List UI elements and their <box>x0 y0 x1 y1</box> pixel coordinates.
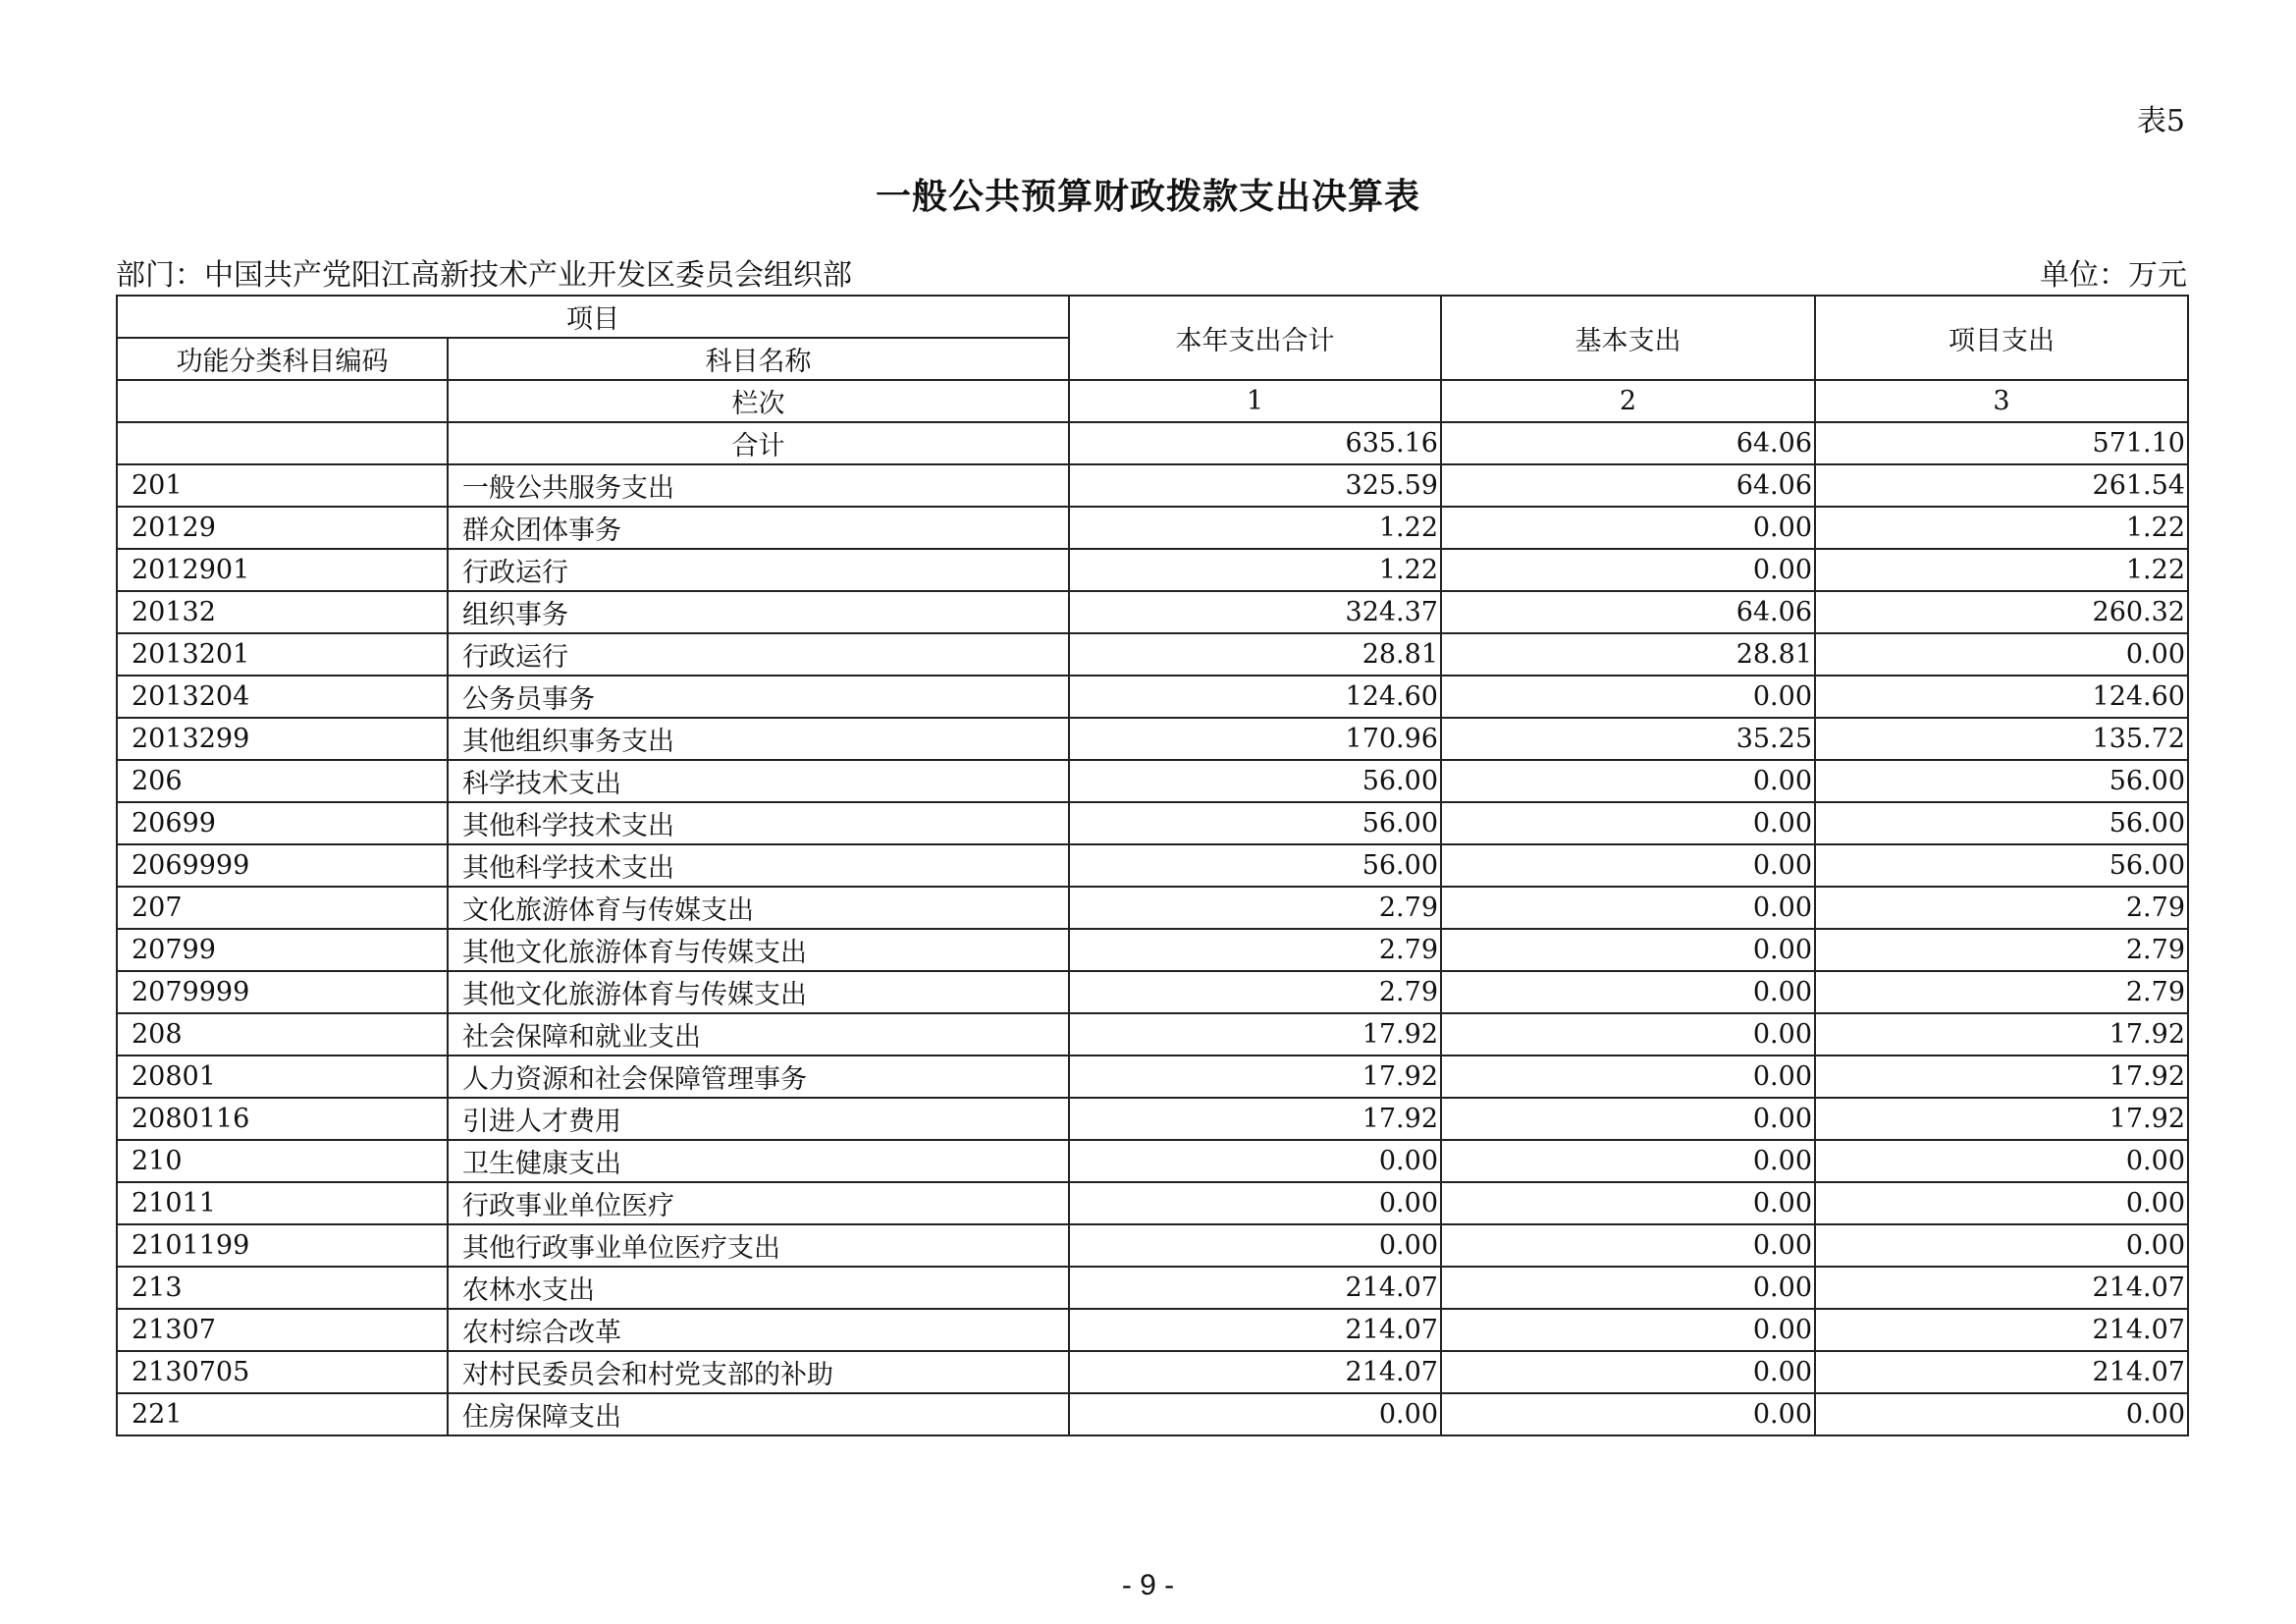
row-name: 其他组织事务支出 <box>448 718 1069 760</box>
table-row <box>117 802 2188 844</box>
row-total: 17.92 <box>1069 1013 1441 1056</box>
table-row <box>117 1309 2188 1351</box>
row-basic: 0.00 <box>1441 929 1815 971</box>
row-total: 124.60 <box>1069 676 1441 718</box>
meta-line <box>116 250 2187 294</box>
row-name: 引进人才费用 <box>448 1098 1069 1140</box>
row-code: 21307 <box>117 1309 448 1351</box>
row-name: 其他科学技术支出 <box>448 802 1069 844</box>
row-basic: 0.00 <box>1441 971 1815 1013</box>
row-total: 17.92 <box>1069 1056 1441 1098</box>
row-name: 公务员事务 <box>448 676 1069 718</box>
row-code: 2130705 <box>117 1351 448 1393</box>
row-code: 21011 <box>117 1182 448 1224</box>
row-code: 20801 <box>117 1056 448 1098</box>
row-code: 210 <box>117 1140 448 1182</box>
row-name: 行政事业单位医疗 <box>448 1182 1069 1224</box>
department-label: 部门：中国共产党阳江高新技术产业开发区委员会组织部 <box>116 258 852 293</box>
table-row <box>117 676 2188 718</box>
row-total: 0.00 <box>1069 1393 1441 1435</box>
row-code: 2101199 <box>117 1224 448 1267</box>
table-row <box>117 929 2188 971</box>
row-project: 17.92 <box>1815 1056 2188 1098</box>
row-project: 17.92 <box>1815 1098 2188 1140</box>
table-row <box>117 1267 2188 1309</box>
row-basic: 0.00 <box>1441 844 1815 887</box>
row-name: 农村综合改革 <box>448 1309 1069 1351</box>
row-project: 214.07 <box>1815 1309 2188 1351</box>
column-index-3: 3 <box>1815 380 2188 422</box>
table-row <box>117 844 2188 887</box>
row-code: 2069999 <box>117 844 448 887</box>
row-basic: 0.00 <box>1441 507 1815 549</box>
row-project: 2.79 <box>1815 929 2188 971</box>
row-basic: 0.00 <box>1441 1182 1815 1224</box>
row-name: 行政运行 <box>448 549 1069 591</box>
row-code: 20132 <box>117 591 448 633</box>
row-project: 1.22 <box>1815 507 2188 549</box>
row-total: 17.92 <box>1069 1098 1441 1140</box>
column-index-1: 1 <box>1069 380 1441 422</box>
row-code: 2080116 <box>117 1098 448 1140</box>
row-project: 56.00 <box>1815 844 2188 887</box>
table-number: 表5 <box>2136 104 2185 138</box>
row-basic: 35.25 <box>1441 718 1815 760</box>
row-project: 56.00 <box>1815 802 2188 844</box>
row-code: 2013201 <box>117 633 448 676</box>
row-basic: 0.00 <box>1441 1098 1815 1140</box>
table-row <box>117 1224 2188 1267</box>
row-name: 组织事务 <box>448 591 1069 633</box>
summary-project: 571.10 <box>1815 422 2188 464</box>
header-code: 功能分类科目编码 <box>117 338 448 380</box>
row-total: 325.59 <box>1069 464 1441 507</box>
row-total: 56.00 <box>1069 802 1441 844</box>
row-total: 324.37 <box>1069 591 1441 633</box>
page-title: 一般公共预算财政拨款支出决算表 <box>875 176 1420 217</box>
row-total: 0.00 <box>1069 1140 1441 1182</box>
row-name: 卫生健康支出 <box>448 1140 1069 1182</box>
row-name: 其他文化旅游体育与传媒支出 <box>448 971 1069 1013</box>
row-total: 2.79 <box>1069 887 1441 929</box>
expenditure-table <box>116 295 2189 1436</box>
row-name: 住房保障支出 <box>448 1393 1069 1435</box>
page-number: - 9 - <box>1121 1569 1175 1601</box>
table-row <box>117 1182 2188 1224</box>
row-project: 0.00 <box>1815 1182 2188 1224</box>
column-index-row <box>117 380 2188 422</box>
row-total: 28.81 <box>1069 633 1441 676</box>
row-total: 214.07 <box>1069 1351 1441 1393</box>
table-row <box>117 633 2188 676</box>
row-code: 20699 <box>117 802 448 844</box>
table-row <box>117 507 2188 549</box>
row-project: 261.54 <box>1815 464 2188 507</box>
row-name: 一般公共服务支出 <box>448 464 1069 507</box>
row-code: 206 <box>117 760 448 802</box>
row-basic: 64.06 <box>1441 464 1815 507</box>
column-index-label: 栏次 <box>448 380 1069 422</box>
row-code: 20799 <box>117 929 448 971</box>
row-code: 207 <box>117 887 448 929</box>
row-name: 行政运行 <box>448 633 1069 676</box>
row-name: 其他科学技术支出 <box>448 844 1069 887</box>
row-total: 1.22 <box>1069 507 1441 549</box>
row-basic: 0.00 <box>1441 1140 1815 1182</box>
row-code: 2013299 <box>117 718 448 760</box>
row-name: 文化旅游体育与传媒支出 <box>448 887 1069 929</box>
header-project: 项目 <box>117 296 1069 338</box>
row-total: 2.79 <box>1069 929 1441 971</box>
row-total: 214.07 <box>1069 1309 1441 1351</box>
column-index-2: 2 <box>1441 380 1815 422</box>
row-project: 0.00 <box>1815 633 2188 676</box>
row-basic: 0.00 <box>1441 802 1815 844</box>
row-basic: 0.00 <box>1441 1267 1815 1309</box>
summary-basic: 64.06 <box>1441 422 1815 464</box>
row-project: 17.92 <box>1815 1013 2188 1056</box>
table-row <box>117 1013 2188 1056</box>
row-total: 56.00 <box>1069 760 1441 802</box>
row-name: 其他文化旅游体育与传媒支出 <box>448 929 1069 971</box>
table-row <box>117 549 2188 591</box>
row-basic: 64.06 <box>1441 591 1815 633</box>
row-total: 56.00 <box>1069 844 1441 887</box>
row-project: 56.00 <box>1815 760 2188 802</box>
row-project: 124.60 <box>1815 676 2188 718</box>
row-basic: 0.00 <box>1441 1309 1815 1351</box>
row-basic: 0.00 <box>1441 1013 1815 1056</box>
row-project: 1.22 <box>1815 549 2188 591</box>
row-project: 0.00 <box>1815 1140 2188 1182</box>
table-row <box>117 887 2188 929</box>
row-name: 其他行政事业单位医疗支出 <box>448 1224 1069 1267</box>
table-row <box>117 1098 2188 1140</box>
table-row <box>117 1393 2188 1435</box>
row-total: 214.07 <box>1069 1267 1441 1309</box>
row-project: 214.07 <box>1815 1351 2188 1393</box>
row-code: 2013204 <box>117 676 448 718</box>
row-name: 人力资源和社会保障管理事务 <box>448 1056 1069 1098</box>
row-basic: 0.00 <box>1441 1351 1815 1393</box>
row-code: 20129 <box>117 507 448 549</box>
header-name: 科目名称 <box>448 338 1069 380</box>
row-basic: 0.00 <box>1441 1393 1815 1435</box>
row-code: 2012901 <box>117 549 448 591</box>
row-name: 科学技术支出 <box>448 760 1069 802</box>
row-code: 208 <box>117 1013 448 1056</box>
header-total: 本年支出合计 <box>1069 296 1441 380</box>
row-name: 对村民委员会和村党支部的补助 <box>448 1351 1069 1393</box>
row-code: 213 <box>117 1267 448 1309</box>
row-name: 农林水支出 <box>448 1267 1069 1309</box>
column-index-empty <box>117 380 448 422</box>
table-row <box>117 718 2188 760</box>
row-basic: 28.81 <box>1441 633 1815 676</box>
summary-row <box>117 422 2188 464</box>
row-total: 1.22 <box>1069 549 1441 591</box>
row-basic: 0.00 <box>1441 676 1815 718</box>
row-total: 2.79 <box>1069 971 1441 1013</box>
table-row <box>117 760 2188 802</box>
table-row <box>117 971 2188 1013</box>
table-row <box>117 1056 2188 1098</box>
row-project: 2.79 <box>1815 971 2188 1013</box>
table-row <box>117 464 2188 507</box>
row-project: 135.72 <box>1815 718 2188 760</box>
row-total: 0.00 <box>1069 1182 1441 1224</box>
row-project: 0.00 <box>1815 1224 2188 1267</box>
header-row-1 <box>117 296 2188 338</box>
row-basic: 0.00 <box>1441 549 1815 591</box>
table-row <box>117 1140 2188 1182</box>
row-name: 群众团体事务 <box>448 507 1069 549</box>
header-basic: 基本支出 <box>1441 296 1815 380</box>
row-basic: 0.00 <box>1441 760 1815 802</box>
row-name: 社会保障和就业支出 <box>448 1013 1069 1056</box>
row-total: 170.96 <box>1069 718 1441 760</box>
summary-code-empty <box>117 422 448 464</box>
summary-total: 635.16 <box>1069 422 1441 464</box>
header-project-expense: 项目支出 <box>1815 296 2188 380</box>
row-basic: 0.00 <box>1441 887 1815 929</box>
summary-label: 合计 <box>448 422 1069 464</box>
row-project: 2.79 <box>1815 887 2188 929</box>
table-row <box>117 591 2188 633</box>
unit-label: 单位：万元 <box>2040 258 2187 293</box>
row-code: 201 <box>117 464 448 507</box>
row-project: 260.32 <box>1815 591 2188 633</box>
row-project: 214.07 <box>1815 1267 2188 1309</box>
row-basic: 0.00 <box>1441 1056 1815 1098</box>
table-row <box>117 1351 2188 1393</box>
row-code: 221 <box>117 1393 448 1435</box>
row-basic: 0.00 <box>1441 1224 1815 1267</box>
row-total: 0.00 <box>1069 1224 1441 1267</box>
row-code: 2079999 <box>117 971 448 1013</box>
row-project: 0.00 <box>1815 1393 2188 1435</box>
